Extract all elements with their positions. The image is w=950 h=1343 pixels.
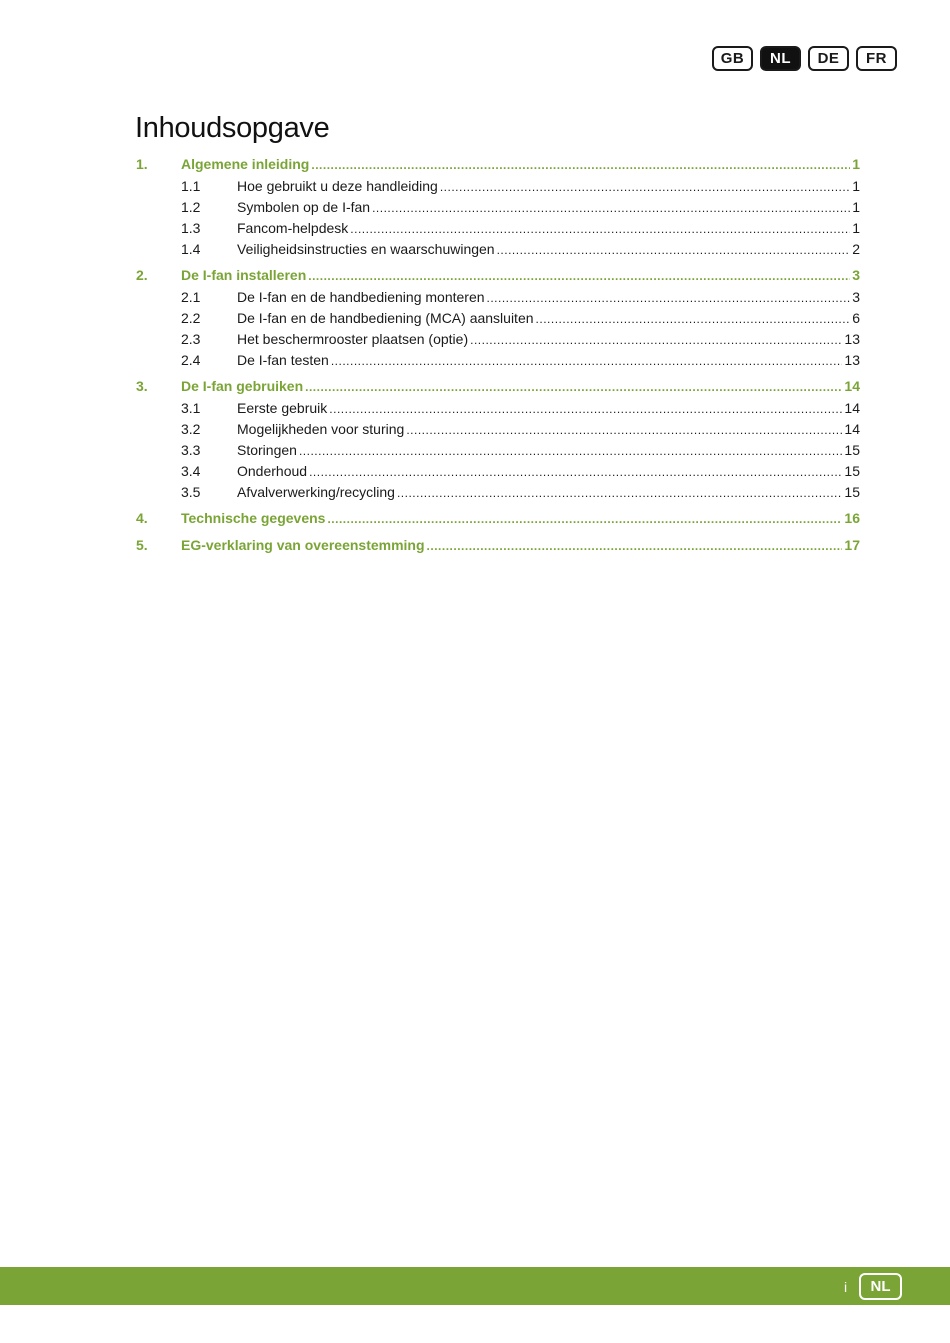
toc-page-number: 6 (852, 310, 860, 326)
toc-entry-title: EG-verklaring van overeenstemming (181, 537, 425, 553)
toc-entry-title: De I-fan en de handbediening (MCA) aansluiten (237, 310, 534, 326)
toc-entry-number: 2.2 (181, 310, 201, 326)
toc-entry-title: De I-fan testen (237, 352, 329, 368)
toc-entry-number: 1.3 (181, 220, 201, 236)
footer-bar (0, 1267, 950, 1305)
language-tab-gb[interactable]: GB (712, 46, 753, 71)
toc-section-entry[interactable] (136, 239, 860, 260)
toc-section-entry[interactable] (136, 287, 860, 308)
toc-entry-title: Algemene inleiding (181, 156, 310, 172)
toc-page-number: 3 (852, 267, 860, 283)
toc-section-entry[interactable] (136, 176, 860, 197)
toc-page-number: 2 (852, 241, 860, 257)
toc-section-entry[interactable] (136, 350, 860, 371)
toc-entry-title: De I-fan en de handbediening monteren (237, 289, 485, 305)
toc-entry-title: Storingen (237, 442, 297, 458)
toc-chapter-entry[interactable] (136, 265, 860, 287)
toc-section-entry[interactable] (136, 329, 860, 350)
toc-entry-title: Hoe gebruikt u deze handleiding (237, 178, 438, 194)
toc-section-entry[interactable] (136, 218, 860, 239)
toc-entry-number: 1. (136, 156, 148, 172)
toc-entry-number: 2. (136, 267, 148, 283)
toc-entry-title: Fancom-helpdesk (237, 220, 349, 236)
toc-section-entry[interactable] (136, 308, 860, 329)
toc-page-number: 13 (844, 331, 860, 347)
toc-entry-title: Symbolen op de I-fan (237, 199, 371, 215)
toc-chapter-entry[interactable] (136, 535, 860, 557)
toc-page-number: 15 (844, 463, 860, 479)
toc-entry-title: Technische gegevens (181, 510, 326, 526)
toc-entry-number: 1.4 (181, 241, 201, 257)
toc-dot-leader (329, 399, 842, 419)
toc-dot-leader (331, 351, 843, 371)
toc-dot-leader (299, 441, 842, 461)
toc-dot-leader (497, 240, 851, 260)
toc-page-number: 17 (844, 537, 860, 553)
toc-chapter-entry[interactable] (136, 508, 860, 530)
toc-dot-leader (372, 198, 850, 218)
toc-dot-leader (440, 177, 850, 197)
toc-section-entry[interactable] (136, 440, 860, 461)
toc-chapter-entry[interactable] (136, 376, 860, 398)
toc-entry-number: 3.4 (181, 463, 201, 479)
toc-page-number: 14 (844, 421, 860, 437)
toc-section-entry[interactable] (136, 419, 860, 440)
toc-page-number: 1 (852, 156, 860, 172)
toc-dot-leader (350, 219, 850, 239)
toc-dot-leader (305, 377, 842, 398)
toc-page-number: 15 (844, 442, 860, 458)
toc-page-number: 1 (852, 220, 860, 236)
toc-page-number: 3 (852, 289, 860, 305)
toc-section-entry[interactable] (136, 482, 860, 503)
toc-entry-number: 3.1 (181, 400, 201, 416)
footer-page-number: i (844, 1279, 848, 1295)
toc-entry-number: 1.2 (181, 199, 201, 215)
toc-entry-title: Onderhoud (237, 463, 308, 479)
toc-entry-number: 2.1 (181, 289, 201, 305)
toc-entry-number: 3.2 (181, 421, 201, 437)
toc-page-number: 1 (852, 178, 860, 194)
toc-dot-leader (308, 266, 850, 287)
toc-entry-title: De I-fan installeren (181, 267, 307, 283)
footer-language-badge: NL (859, 1273, 902, 1300)
toc-dot-leader (311, 155, 850, 176)
toc-dot-leader (470, 330, 842, 350)
toc-entry-number: 1.1 (181, 178, 201, 194)
toc-page-number: 14 (844, 378, 860, 394)
toc-dot-leader (487, 288, 851, 308)
toc-entry-title: Het beschermrooster plaatsen (optie) (237, 331, 469, 347)
toc-dot-leader (536, 309, 851, 329)
page-title: Inhoudsopgave (135, 112, 330, 144)
language-tab-de[interactable]: DE (808, 46, 849, 71)
toc-entry-title: Afvalverwerking/recycling (237, 484, 395, 500)
language-tab-fr[interactable]: FR (856, 46, 897, 71)
toc-section-entry[interactable] (136, 461, 860, 482)
toc-entry-number: 2.4 (181, 352, 201, 368)
toc-entry-title: Veiligheidsinstructies en waarschuwingen (237, 241, 495, 257)
language-tab-nl[interactable]: NL (760, 46, 801, 71)
toc-entry-number: 3. (136, 378, 148, 394)
toc-entry-title: Mogelijkheden voor sturing (237, 421, 405, 437)
toc-dot-leader (427, 536, 843, 557)
toc-entry-title: Eerste gebruik (237, 400, 328, 416)
language-tabs (712, 46, 897, 71)
toc-page-number: 1 (852, 199, 860, 215)
toc-page-number: 16 (844, 510, 860, 526)
toc-entry-number: 5. (136, 537, 148, 553)
toc-entry-number: 4. (136, 510, 148, 526)
toc-entry-number: 3.5 (181, 484, 201, 500)
toc-dot-leader (397, 483, 842, 503)
toc-section-entry[interactable] (136, 197, 860, 218)
table-of-contents (136, 153, 860, 557)
toc-entry-number: 3.3 (181, 442, 201, 458)
toc-page-number: 13 (844, 352, 860, 368)
toc-section-entry[interactable] (136, 398, 860, 419)
toc-page-number: 14 (844, 400, 860, 416)
toc-entry-number: 2.3 (181, 331, 201, 347)
toc-page-number: 15 (844, 484, 860, 500)
toc-dot-leader (327, 509, 842, 530)
toc-chapter-entry[interactable] (136, 154, 860, 176)
toc-entry-title: De I-fan gebruiken (181, 378, 304, 394)
toc-dot-leader (309, 462, 842, 482)
toc-dot-leader (406, 420, 842, 440)
